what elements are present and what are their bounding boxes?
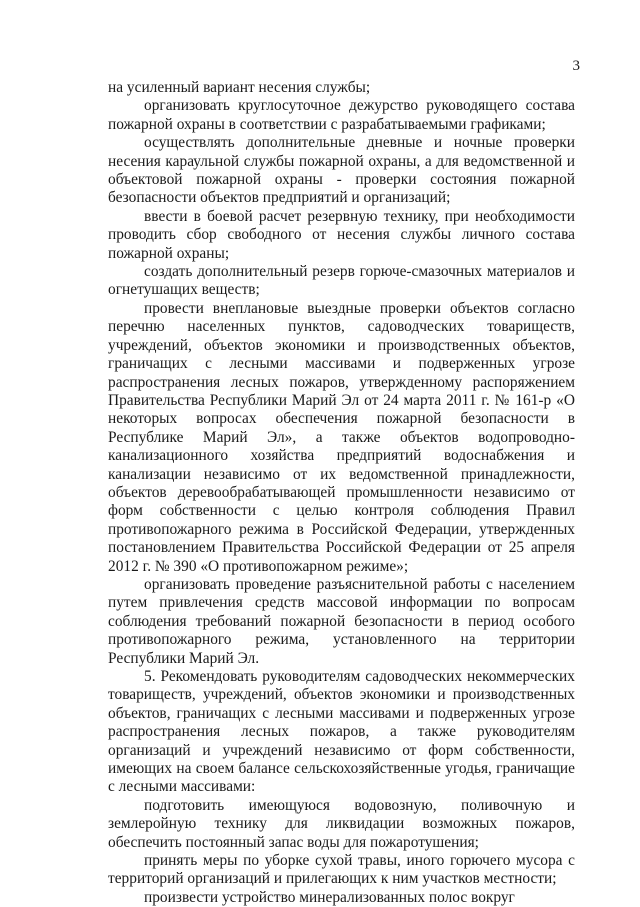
paragraph-7: организовать проведение разъяснительной работы с населением путем привлечения средств массовой информации по вопросам соблюдения требований пожарной безопасности в период особого противопожарного режима, установленного на территории Республики Марий Эл. (108, 575, 575, 667)
paragraph-11: произвести устройство минерализованных полос вокруг (144, 888, 515, 906)
paragraph-10: принять меры по уборке сухой травы, иного горючего мусора с территорий организаций и прилегающих к ним участков местности; (108, 852, 575, 888)
paragraph-4: ввести в боевой расчет резервную технику, при необходимости проводить сбор свободного от несения службы личного состава пожарной охраны; (108, 207, 575, 262)
paragraph-1: на усиленный вариант несения службы; (108, 79, 371, 96)
paragraph-3: осуществлять дополнительные дневные и ночные проверки несения караульной службы пожарной охраны, а для ведомственной и объектовой пожарной охраны - проверки состояния пожарной безопасности объектов предприятий и организаций; (108, 134, 575, 207)
document-body (108, 79, 575, 907)
paragraph-6: провести внеплановые выездные проверки объектов согласно перечню населенных пунктов, садоводческих товариществ, учреждений, объектов экономики и производственных объектов, граничащих с лесными массивами и подверженных угрозе распространения лесных пожаров, утвержденному распоряжением Правительства Республики Марий Эл от 24 марта 2011 г. № 161-р «О некоторых вопросах обеспечения пожарной безопасности в Республике Марий Эл», а также объектов водопроводно-канализационного хозяйства предприятий водоснабжения и канализации независимо от их ведомственной принадлежности, объектов деревообрабатывающей промышленности независимо от форм собственности с целью контроля соблюдения Правил противопожарного режима в Российской Федерации, утвержденных постановлением Правительства Российской Федерации от 25 апреля 2012 г. № 390 «О противопожарном режиме»; (108, 299, 575, 575)
paragraph-9: подготовить имеющуюся водовозную, поливочную и землеройную технику для ликвидации возможных пожаров, обеспечить постоянный запас воды для пожаротушения; (108, 796, 575, 851)
paragraph-8: 5. Рекомендовать руководителям садоводческих некоммерческих товариществ, учреждений, объектов экономики и производственных объектов, граничащих с лесными массивами и подверженных угрозе распространения лесных пожаров, а также руководителям организаций и учреждений независимо от форм собственности, имеющих на своем балансе сельскохозяйственные угодья, граничащие с лесными массивами: (108, 668, 575, 796)
paragraph-5: создать дополнительный резерв горюче-смазочных материалов и огнетушащих веществ; (108, 263, 575, 299)
paragraph-2: организовать круглосуточное дежурство руководящего состава пожарной охраны в соответствии с разрабатываемыми графиками; (108, 97, 575, 133)
page-number: 3 (572, 58, 580, 74)
